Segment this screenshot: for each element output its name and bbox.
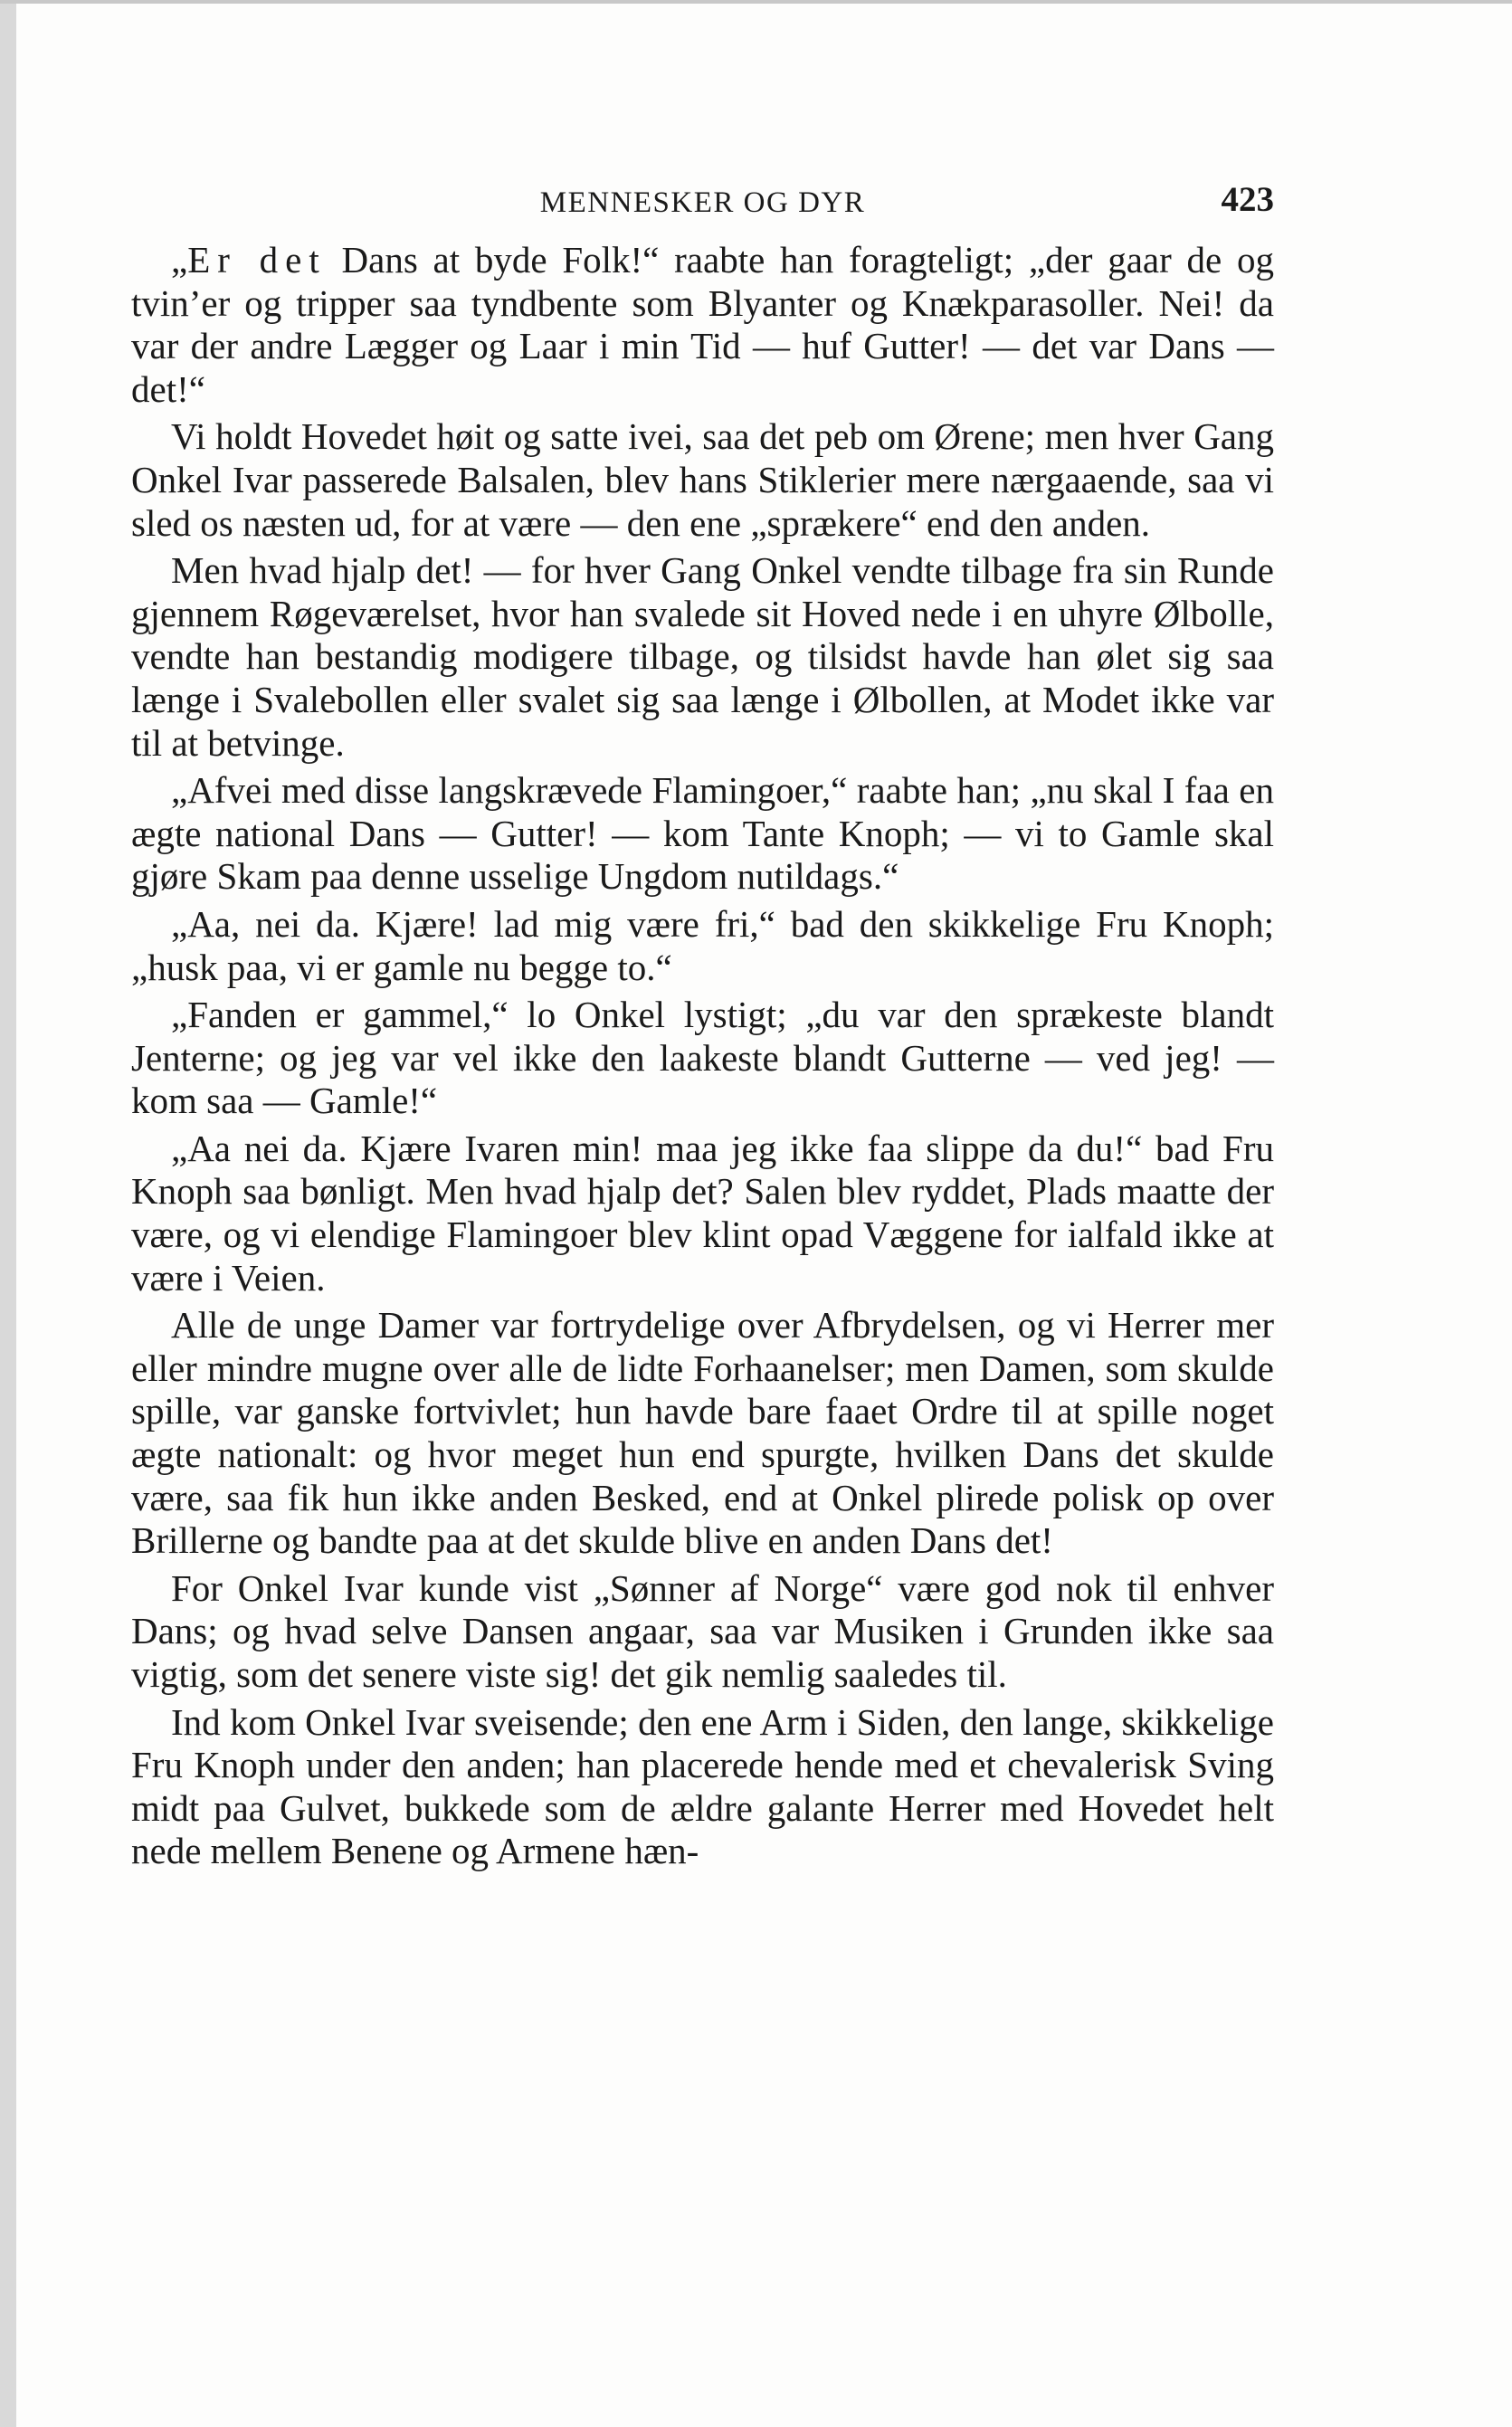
paragraph: „Aa, nei da. Kjære! lad mig være fri,“ bad den skikkelige Fru Knoph; „husk paa, vi er gamle nu begge to.“ — [131, 902, 1274, 988]
paragraph: „Afvei med disse langskrævede Flamingoer,“ raabte han; „nu skal I faa en ægte national Dans — Gutter! — kom Tante Knoph; — vi to Gamle skal gjøre Skam paa denne usselige Ungdom nutildags.“ — [131, 769, 1274, 898]
paragraph: For Onkel Ivar kunde vist „Sønner af Norge“ være god nok til enhver Dans; og hvad selve Dansen angaar, saa var Musiken i Grunden ikke saa vigtig, som det senere viste sig! det gik nemlig saaledes til. — [131, 1566, 1274, 1695]
emphasized-words: Er det — [187, 239, 327, 281]
page-header — [131, 179, 1274, 226]
paragraph: „Aa nei da. Kjære Ivaren min! maa jeg ikke faa slippe da du!“ bad Fru Knoph saa bønligt. Men hvad hjalp det? Salen blev ryddet, Plads maatte der være, og vi elendige Flamingoer blev klint opad Væggene for ialfald ikke at være i Veien. — [131, 1127, 1274, 1299]
body-text — [131, 239, 1274, 1873]
paragraph: Men hvad hjalp det! — for hver Gang Onkel vendte tilbage fra sin Runde gjennem Røgeværelset, hvor han svalede sit Hoved nede i en uhyre Ølbolle, vendte han bestandig modigere tilbage, og tilsidst havde han ølet sig saa længe i Svalebollen eller svalet sig saa længe i Ølbollen, at Modet ikke var til at betvinge. — [131, 549, 1274, 764]
paragraph-text: Dans at byde Folk!“ raabte han foragteligt; „der gaar de og tvin’er og tripper saa tyndbente som Blyanter og Knækparasoller. Nei! da var der andre Lægger og Laar i min Tid — huf Gutter! — det var Dans — det!“ — [131, 239, 1274, 410]
paragraph: Ind kom Onkel Ivar sveisende; den ene Arm i Siden, den lange, skikkelige Fru Knoph under den anden; han placerede hende med et chevalerisk Sving midt paa Gulvet, bukkede som de ældre galante Herrer med Hovedet helt nede mellem Benene og Armene hæn- — [131, 1700, 1274, 1872]
paragraph — [131, 239, 1274, 411]
scan-edge — [0, 0, 16, 2427]
opening-quote: „ — [171, 239, 188, 281]
page-number: 423 — [1221, 180, 1274, 219]
paragraph: Vi holdt Hovedet høit og satte ivei, saa det peb om Ørene; men hver Gang Onkel Ivar passerede Balsalen, blev hans Stiklerier mere nærgaaende, saa vi sled os næsten ud, for at være — den ene „sprækere“ end den anden. — [131, 415, 1274, 544]
running-title: MENNESKER OG DYR — [539, 186, 866, 219]
paragraph: „Fanden er gammel,“ lo Onkel lystigt; „du var den sprækeste blandt Jenterne; og jeg var vel ikke den laakeste blandt Gutterne — ved jeg! — kom saa — Gamle!“ — [131, 994, 1274, 1122]
paragraph: Alle de unge Damer var fortrydelige over Afbrydelsen, og vi Herrer mer eller mindre mugne over alle de lidte Forhaanelser; men Damen, som skulde spille, var ganske fortvivlet; hun havde bare faaet Ordre til at spille noget ægte nationalt: og hvor meget hun end spurgte, hvilken Dans det skulde være, saa fik hun ikke anden Besked, end at Onkel plirede polisk op over Brillerne og bandte paa at det skulde blive en anden Dans det! — [131, 1304, 1274, 1562]
